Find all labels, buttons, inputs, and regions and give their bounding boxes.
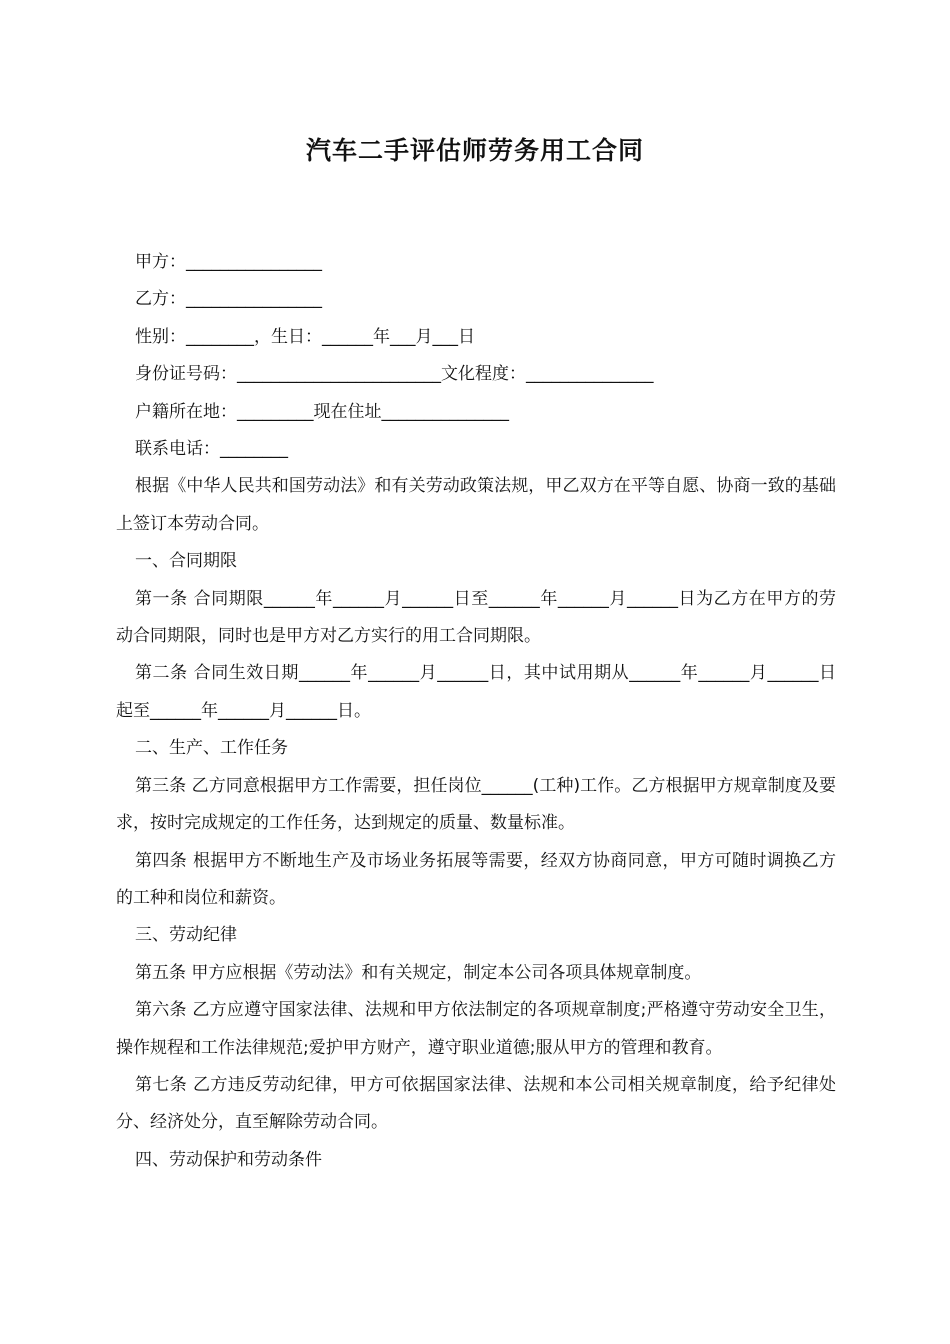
party-a-field: 甲方：________________ [135,252,322,272]
article-6: 第六条 乙方应遵守国家法律、法规和甲方依法制定的各项规章制度;严格遵守劳动安全卫生，操作规程和工作法律规范;爱护甲方财产，遵守职业道德;服从甲方的管理和教育。 [116,1000,836,1058]
id-education-field: 身份证号码：________________________文化程度：_______________ [135,364,654,385]
document-body [116,244,836,1179]
preamble-paragraph: 根据《中华人民共和国劳动法》和有关劳动政策法规，甲乙双方在平等自愿、协商一致的基础上签订本劳动合同。 [116,476,836,534]
section-heading-term: 一、合同期限 [135,551,237,572]
article-5: 第五条 甲方应根据《劳动法》和有关规定，制定本公司各项具体规章制度。 [135,962,702,983]
article-2: 第二条 合同生效日期______年______月______日，其中试用期从______年______月______日起至______年______月______日。 [116,663,836,721]
section-heading-discipline: 三、劳动纪律 [135,925,237,946]
gender-birth-field: 性别：________，生日：______年___月___日 [135,326,475,347]
household-address-field: 户籍所在地：_________现在住址_______________ [135,401,509,422]
section-heading-protection: 四、劳动保护和劳动条件 [135,1149,322,1170]
article-4: 第四条 根据甲方不断地生产及市场业务拓展等需要，经双方协商同意，甲方可随时调换乙方的工种和岗位和薪资。 [116,850,836,908]
article-3: 第三条 乙方同意根据甲方工作需要，担任岗位______(工种)工作。乙方根据甲方规章制度及要求，按时完成规定的工作任务，达到规定的质量、数量标准。 [116,775,836,834]
phone-field: 联系电话：________ [135,439,288,460]
article-7: 第七条 乙方违反劳动纪律，甲方可依据国家法律、法规和本公司相关规章制度，给予纪律处分、经济处分，直至解除劳动合同。 [116,1074,836,1133]
document-title: 汽车二手评估师劳务用工合同 [305,136,644,165]
party-b-field: 乙方：________________ [135,289,322,310]
article-1: 第一条 合同期限______年______月______日至______年______月______日为乙方在甲方的劳动合同期限，同时也是甲方对乙方实行的用工合同期限。 [116,588,836,647]
section-heading-tasks: 二、生产、工作任务 [135,738,288,759]
